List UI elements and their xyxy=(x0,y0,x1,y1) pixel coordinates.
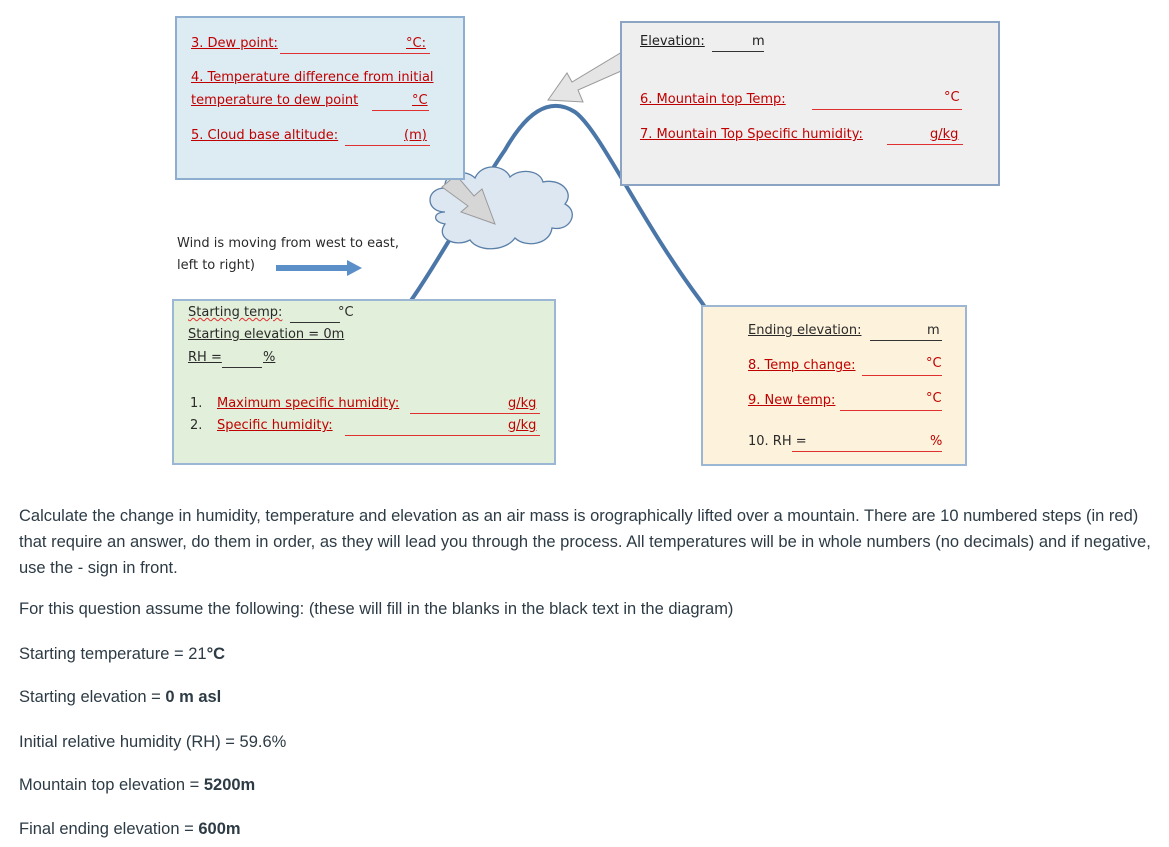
starting-temp-unit: °C xyxy=(338,305,354,320)
arrow-to-summit xyxy=(548,52,628,102)
temp-change-label: 8. Temp change: xyxy=(748,358,856,373)
temp-diff-blank[interactable] xyxy=(372,110,429,111)
temp-diff-label-line2: temperature to dew point xyxy=(191,93,359,108)
max-sh-unit: g/kg xyxy=(508,396,537,411)
starting-elevation: Starting elevation = 0m xyxy=(188,327,345,342)
temp-diff-unit: °C xyxy=(412,93,428,108)
ending-elevation-blank[interactable] xyxy=(870,340,942,341)
cloud-base-unit: (m) xyxy=(404,128,427,143)
ending-elevation-unit: m xyxy=(927,323,940,338)
dew-point-label: 3. Dew point: xyxy=(191,36,278,51)
given-mountain-top-elevation xyxy=(19,776,255,795)
wind-description-line1: Wind is moving from west to east, xyxy=(177,236,400,251)
starting-temp-text: Starting temp: xyxy=(188,305,283,320)
cloud-base-blank[interactable] xyxy=(345,145,430,146)
top-temp-unit: °C xyxy=(944,90,960,105)
new-temp-unit: °C xyxy=(926,391,942,406)
given-mountain-top-elevation-value: 5200m xyxy=(203,776,256,794)
question-assumption: For this question assume the following: (these will fill in the blanks in the black text in the diagram) xyxy=(19,600,734,618)
given-starting-temperature-unit: °C xyxy=(206,645,226,663)
max-sh-number: 1. xyxy=(190,396,203,411)
wind-arrow xyxy=(276,260,362,276)
dew-point-blank[interactable] xyxy=(280,53,430,54)
new-temp-label: 9. New temp: xyxy=(748,393,836,408)
new-temp-blank[interactable] xyxy=(840,410,942,411)
top-temp-label: 6. Mountain top Temp: xyxy=(640,92,786,107)
sh-label: Specific humidity: xyxy=(217,418,333,433)
starting-temp-blank[interactable] xyxy=(290,322,340,323)
top-humidity-unit: g/kg xyxy=(930,127,959,142)
elevation-label: Elevation: xyxy=(640,34,705,49)
given-mountain-top-elevation-label: Mountain top elevation = xyxy=(19,776,204,794)
given-starting-temperature-label: Starting temperature = 21 xyxy=(19,645,207,663)
top-temp-blank[interactable] xyxy=(812,109,962,110)
max-sh-label: Maximum specific humidity: xyxy=(217,396,400,411)
rh-unit: % xyxy=(263,350,276,365)
elevation-blank[interactable] xyxy=(712,51,764,52)
dew-point-unit: °C: xyxy=(406,36,426,51)
given-starting-elevation-value: 0 m asl xyxy=(165,688,222,706)
sh-number: 2. xyxy=(190,418,203,433)
top-humidity-label: 7. Mountain Top Specific humidity: xyxy=(640,127,863,142)
starting-temp-label xyxy=(188,305,282,320)
question-instructions: Calculate the change in humidity, temperature and elevation as an air mass is orographically lifted over a mountain. There are 10 numbered steps (in red) that require an answer, do them in order, as they will lead you through the process. All temperatures will be in whole numbers (no decimals) and if negative, use the - sign in front. xyxy=(19,507,1151,577)
final-rh-label: 10. RH = xyxy=(748,434,807,449)
max-sh-blank[interactable] xyxy=(410,413,540,414)
temp-diff-label-line1: 4. Temperature difference from initial xyxy=(191,70,434,85)
given-final-elevation xyxy=(19,820,241,839)
given-starting-temperature xyxy=(19,645,225,664)
sh-unit: g/kg xyxy=(508,418,537,433)
elevation-unit: m xyxy=(752,34,765,49)
cloud-base-label: 5. Cloud base altitude: xyxy=(191,128,339,143)
rh-blank[interactable] xyxy=(222,367,262,368)
wind-description-line2: left to right) xyxy=(177,258,255,273)
given-final-elevation-label: Final ending elevation = xyxy=(19,820,199,838)
given-initial-rh: Initial relative humidity (RH) = 59.6% xyxy=(19,733,287,751)
final-rh-unit: % xyxy=(930,434,943,449)
temp-change-unit: °C xyxy=(926,356,942,371)
temp-change-blank[interactable] xyxy=(862,375,942,376)
ending-elevation-label: Ending elevation: xyxy=(748,323,862,338)
given-final-elevation-value: 600m xyxy=(198,820,241,838)
starting-conditions-box xyxy=(172,299,556,465)
given-starting-elevation-label: Starting elevation = xyxy=(19,688,166,706)
top-humidity-blank[interactable] xyxy=(887,144,963,145)
rh-label: RH = xyxy=(188,350,222,365)
final-rh-blank[interactable] xyxy=(792,451,942,452)
given-starting-elevation xyxy=(19,688,221,707)
sh-blank[interactable] xyxy=(345,435,540,436)
